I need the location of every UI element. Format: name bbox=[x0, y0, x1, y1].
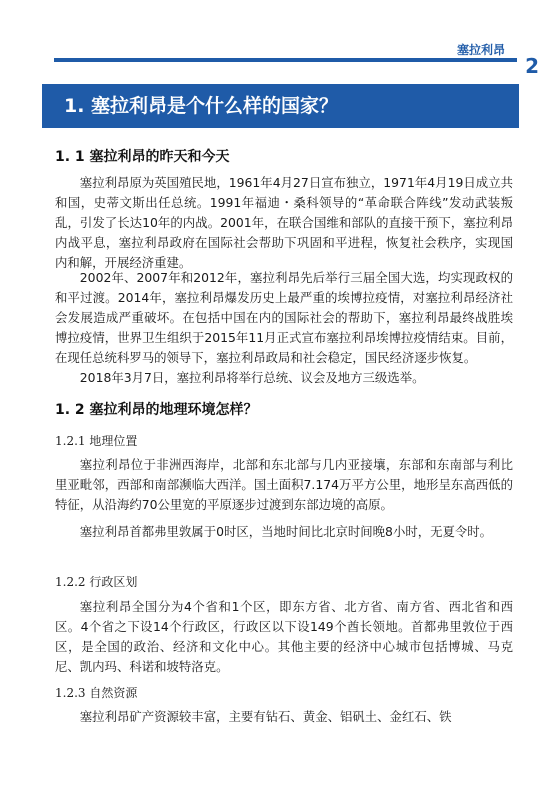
paragraph: 塞拉利昂矿产资源较丰富，主要有钻石、黄金、铝矾土、金红石、铁 bbox=[79, 709, 452, 724]
page-number: 2 bbox=[525, 54, 539, 78]
subsection-1-2-1-title: 1.2.1 地理位置 bbox=[55, 434, 138, 448]
section-1-1-title: 1. 1 塞拉利昂的昨天和今天 bbox=[55, 149, 230, 165]
paragraph: 塞拉利昂位于非洲西海岸，北部和东北部与几内亚接壤，东部和东南部与利比里亚毗邻，西部和南部濒临大西洋。国土面积7.174万平方公里，地形呈东高西低的特征，从沿海约70公里宽的平原逐步过渡到东部边境的高原。 bbox=[55, 457, 513, 512]
paragraph: 塞拉利昂首都弗里敦属于0时区，当地时间比北京时间晚8小时，无夏令时。 bbox=[79, 524, 493, 539]
section-1-2-title: 1. 2 塞拉利昂的地理环境怎样？ bbox=[55, 402, 258, 418]
paragraph: 2018年3月7日，塞拉利昂将举行总统、议会及地方三级选举。 bbox=[79, 370, 425, 385]
subsection-1-2-2-title: 1.2.2 行政区划 bbox=[55, 575, 138, 589]
chapter-title: 1. 塞拉利昂是个什么样的国家？ bbox=[64, 95, 339, 117]
chapter-title-band bbox=[42, 84, 519, 128]
header-rule bbox=[54, 58, 517, 62]
subsection-1-2-3-title: 1.2.3 自然资源 bbox=[55, 686, 138, 700]
paragraph: 塞拉利昂全国分为4个省和1个区，即东方省、北方省、南方省、西北省和西区。4个省之下设14个行政区，行政区以下设149个酋长领地。首都弗里敦位于西区，是全国的政治、经济和文化中心。其他主要的经济中心城市包括博城、马克尼、凯内玛、科诺和坡特洛克。 bbox=[55, 599, 513, 674]
paragraph: 2002年、2007年和2012年，塞拉利昂先后举行三届全国大选，均实现政权的和平过渡。2014年，塞拉利昂爆发历史上最严重的埃博拉疫情，对塞拉利昂经济社会发展造成严重破坏。在包括中国在内的国际社会的帮助下，塞拉利昂最终战胜埃博拉疫情，世界卫生组织于2015年11月正式宣布塞拉利昂埃博拉疫情结束。目前，在现任总统科罗马的领导下，塞拉利昂政局和社会稳定，国民经济逐步恢复。 bbox=[55, 270, 513, 365]
running-header-label: 塞拉利昂 bbox=[456, 43, 505, 57]
paragraph: 塞拉利昂原为英国殖民地，1961年4月27日宣布独立，1971年4月19日成立共和国，史蒂文斯出任总统。1991年福迪・桑科领导的“革命联合阵线”发动武装叛乱，引发了长达10年的内战。2001年，在联合国维和部队的直接干预下，塞拉利昂内战平息，塞拉利昂政府在国际社会帮助下巩固和平进程，恢复社会秩序，实现国内和解，开展经济重建。 bbox=[55, 175, 513, 270]
